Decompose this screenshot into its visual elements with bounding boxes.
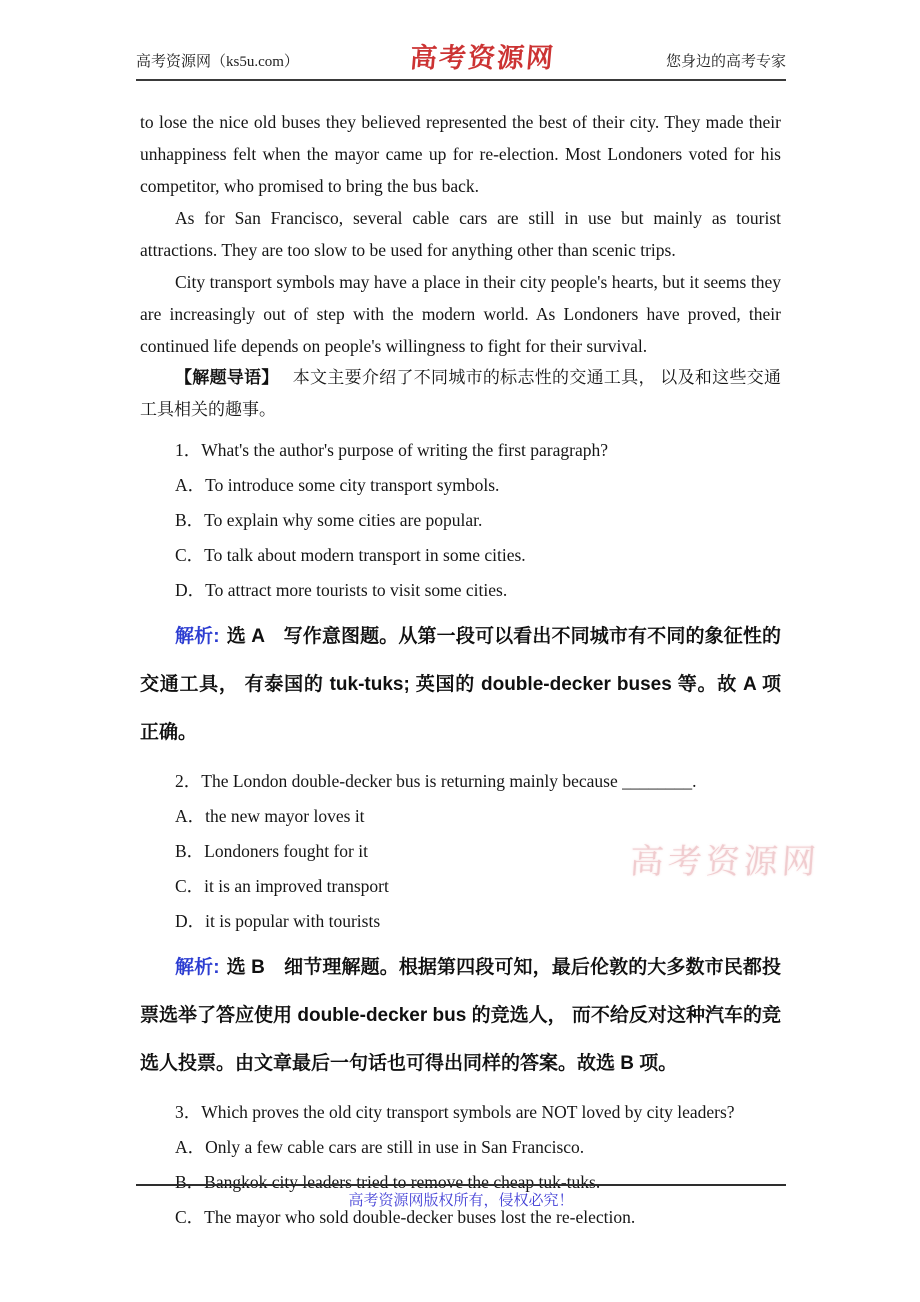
header-tagline: 您身边的高考专家 (665, 54, 786, 70)
question-2 (140, 764, 781, 939)
header-site-name: 高考资源网（ks5u.com） (136, 54, 299, 70)
page-header (136, 44, 786, 81)
question-2-option-a: A．the new mayor loves it (175, 806, 365, 826)
question-1 (140, 433, 781, 608)
question-3-stem: 3．Which proves the old city transport symbols are NOT loved by city leaders? (175, 1102, 735, 1122)
passage-paragraph-1: to lose the nice old buses they believed represented the best of their city. They made their unhappiness felt when the mayor came up for re-election. Most Londoners voted for his competitor, who promised to bring the bus back. (140, 112, 781, 196)
analysis-text: 选 A 写作意图题。从第一段可以看出不同城市有不同的象征性的交通工具， 有泰国的 tuk-tuks; 英国的 double-decker buses 等。故 A 项正确。 (140, 626, 782, 743)
question-3-option-c: C．The mayor who sold double-decker buses lost the re-election. (175, 1207, 636, 1227)
question-1-option-b: B．To explain why some cities are popular. (175, 510, 483, 530)
document-body (140, 106, 781, 1235)
analysis-text: 选 B 细节理解题。根据第四段可知，最后伦敦的大多数市民都投票选举了答应使用 double-decker bus 的竞选人， 而不给反对这种汽车的竞选人投票。由文章最后一句话也可得出同样的答案。故选 B 项。 (140, 957, 781, 1074)
question-3 (140, 1095, 781, 1235)
passage-paragraph-3: City transport symbols may have a place in their city people's hearts, but it seems they are increasingly out of step with the modern world. As Londoners have proved, their continued life depends on people's willingness to fight for their survival. (140, 272, 781, 356)
question-1-option-c: C．To talk about modern transport in some cities. (175, 545, 526, 565)
guide-label: 【解题导语】 (175, 368, 279, 387)
site-logo: 高考资源网 (408, 43, 557, 73)
guide-text: 本文主要介绍了不同城市的标志性的交通工具， 以及和这些交通工具相关的趣事。 (140, 368, 782, 419)
question-1-option-a: A．To introduce some city transport symbols. (175, 475, 500, 495)
question-3-option-b: B．Bangkok city leaders tried to remove the cheap tuk-tuks. (175, 1172, 601, 1192)
question-2-option-c: C．it is an improved transport (175, 876, 389, 896)
analysis-label: 解析: (175, 626, 220, 647)
question-2-option-d: D．it is popular with tourists (175, 911, 381, 931)
question-2-stem: 2．The London double-decker bus is returning mainly because ________. (175, 771, 697, 791)
analysis-label: 解析: (175, 957, 220, 978)
passage-paragraph-2: As for San Francisco, several cable cars are still in use but mainly as tourist attractions. They are too slow to be used for anything other than scenic trips. (140, 208, 781, 260)
page-footer (136, 1184, 786, 1212)
question-1-analysis (140, 613, 781, 757)
copyright-notice: 高考资源网版权所有，侵权必究！ (348, 1193, 574, 1209)
question-2-analysis (140, 944, 781, 1088)
guide-note (140, 362, 781, 426)
question-1-stem: 1．What's the author's purpose of writing the first paragraph? (175, 440, 608, 460)
question-3-option-a: A．Only a few cable cars are still in use in San Francisco. (175, 1137, 585, 1157)
watermark-text: 高考资源网 (628, 844, 822, 881)
question-2-option-b: B．Londoners fought for it (175, 841, 368, 861)
question-1-option-d: D．To attract more tourists to visit some cities. (175, 580, 508, 600)
